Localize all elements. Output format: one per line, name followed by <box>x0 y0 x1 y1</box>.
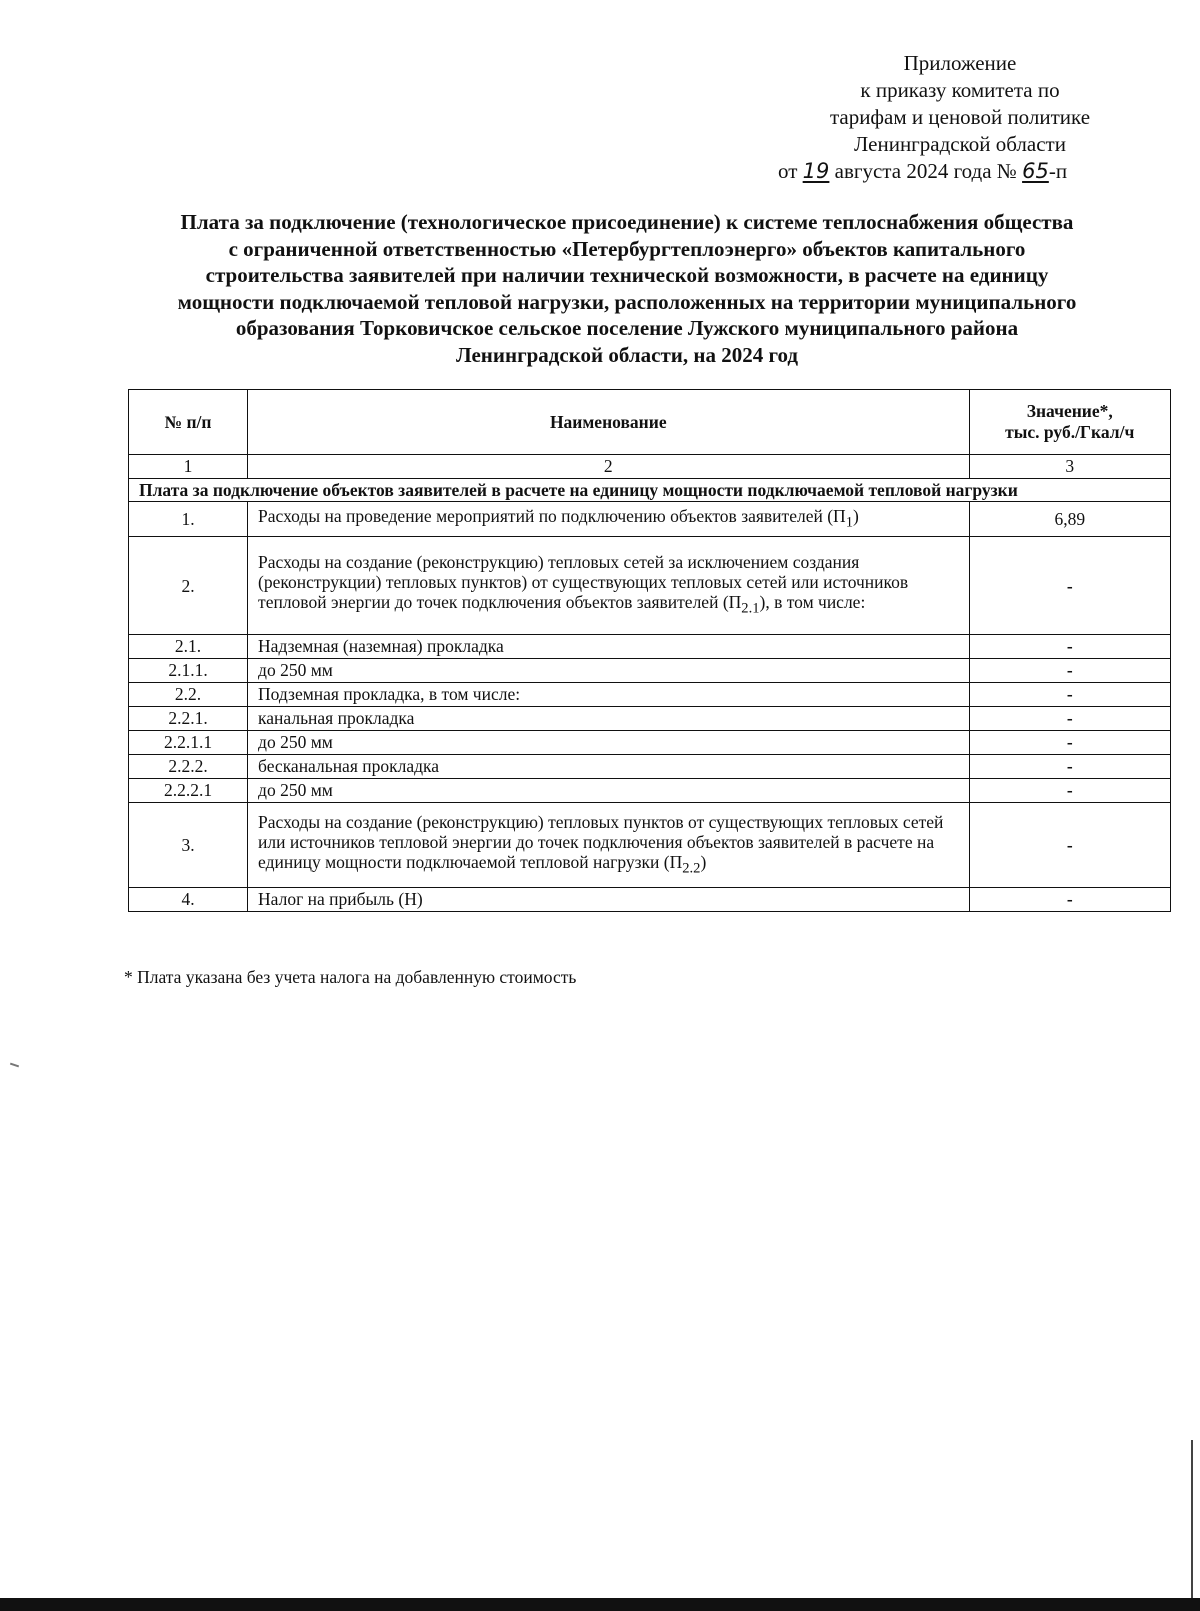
column-number: 1 <box>129 455 248 479</box>
row-value: - <box>969 888 1171 912</box>
row-number: 1. <box>129 502 248 537</box>
table-row <box>129 659 1171 683</box>
row-value: - <box>969 537 1171 635</box>
header-value <box>969 390 1171 455</box>
row-name: Надземная (наземная) прокладка <box>248 635 969 659</box>
section-row <box>129 479 1171 502</box>
row-number: 2.2. <box>129 683 248 707</box>
scan-bottom-bar <box>0 1598 1200 1611</box>
row-name: до 250 мм <box>248 731 969 755</box>
row-value: - <box>969 803 1171 888</box>
table-row <box>129 888 1171 912</box>
appendix-line-region: Ленинградской области <box>854 132 1066 156</box>
order-number-handwritten: 65 <box>1022 159 1049 183</box>
title-line-5: образования Торковичское сельское поселение Лужского муниципального района <box>235 316 1019 340</box>
row-name-end: ), в том числе: <box>759 592 866 613</box>
row-number: 2.2.2. <box>129 755 248 779</box>
row-value: 6,89 <box>969 502 1171 537</box>
title-line-4: мощности подключаемой тепловой нагрузки, расположенных на территории муниципального <box>177 289 1077 314</box>
row-name-subscript: 2.2 <box>682 860 701 877</box>
title-line-3: строительства заявителей при наличии технической возможности, в расчете на единицу <box>205 263 1049 287</box>
row-name-text: Расходы на создание (реконструкцию) тепловых пунктов от существующих тепловых сетей или источников тепловой энергии до точек подключения объектов заявителей в расчете на единицу мощности подключаемой тепловой нагрузки (П <box>258 811 944 872</box>
row-name: Налог на прибыль (Н) <box>248 888 969 912</box>
row-number: 2.2.1. <box>129 707 248 731</box>
row-number: 2.1.1. <box>129 659 248 683</box>
appendix-block <box>760 50 1160 185</box>
table-row <box>129 502 1171 537</box>
row-name-text: Расходы на проведение мероприятий по подключению объектов заявителей (П <box>258 506 846 527</box>
scan-edge <box>1191 1440 1193 1600</box>
scan-mark <box>10 1063 19 1068</box>
row-number: 2. <box>129 537 248 635</box>
row-value: - <box>969 635 1171 659</box>
footnote: * Плата указана без учета налога на добавленную стоимость <box>124 967 577 987</box>
row-name-subscript: 2.1 <box>741 600 760 617</box>
appendix-date-line <box>760 158 1160 185</box>
column-number: 3 <box>969 455 1171 479</box>
row-name <box>248 803 969 888</box>
row-value: - <box>969 779 1171 803</box>
column-number-row <box>129 455 1171 479</box>
table-row <box>129 779 1171 803</box>
date-day-handwritten: 19 <box>802 159 830 183</box>
row-name-text: Расходы на создание (реконструкцию) тепловых сетей за исключением создания (реконструкции) тепловых пунктов) от существующих тепловых сетей или источников тепловой энергии до точек подключения объектов заявителей (П <box>258 552 909 613</box>
row-name: Подземная прокладка, в том числе: <box>248 683 969 707</box>
row-value: - <box>969 707 1171 731</box>
document-title <box>92 209 1162 368</box>
table-row <box>129 707 1171 731</box>
appendix-line-committee: тарифам и ценовой политике <box>829 105 1091 129</box>
table-row <box>129 755 1171 779</box>
section-title: Плата за подключение объектов заявителей в расчете на единицу мощности подключаемой тепловой нагрузки <box>129 479 1171 502</box>
rates-table <box>128 389 1171 912</box>
appendix-title: Приложение <box>903 51 1017 75</box>
row-name-end: ) <box>700 851 707 872</box>
row-name: канальная прокладка <box>248 707 969 731</box>
order-suffix: -п <box>1048 159 1068 183</box>
header-value-line1: Значение*, <box>1026 401 1113 421</box>
row-value: - <box>969 659 1171 683</box>
table-header-row <box>129 390 1171 455</box>
title-line-1: Плата за подключение (технологическое присоединение) к системе теплоснабжения общества <box>180 210 1074 234</box>
column-number: 2 <box>248 455 969 479</box>
row-name-subscript: 1 <box>845 514 853 531</box>
table-row <box>129 803 1171 888</box>
table-row <box>129 731 1171 755</box>
row-name: до 250 мм <box>248 779 969 803</box>
row-number: 2.1. <box>129 635 248 659</box>
row-value: - <box>969 683 1171 707</box>
row-name: бесканальная прокладка <box>248 755 969 779</box>
date-prefix: от <box>778 159 798 183</box>
header-value-line2: тыс. руб./Гкал/ч <box>1005 422 1135 442</box>
row-name-end: ) <box>852 506 859 527</box>
row-number: 4. <box>129 888 248 912</box>
row-number: 2.2.1.1 <box>129 731 248 755</box>
row-name <box>248 502 969 537</box>
table-row <box>129 635 1171 659</box>
header-name: Наименование <box>248 390 969 455</box>
table-row <box>129 537 1171 635</box>
row-value: - <box>969 755 1171 779</box>
appendix-line-order: к приказу комитета по <box>860 78 1060 102</box>
header-number: № п/п <box>129 390 248 455</box>
row-name <box>248 537 969 635</box>
date-middle: августа 2024 года № <box>834 159 1017 183</box>
row-name: до 250 мм <box>248 659 969 683</box>
row-number: 2.2.2.1 <box>129 779 248 803</box>
table-row <box>129 683 1171 707</box>
row-number: 3. <box>129 803 248 888</box>
row-value: - <box>969 731 1171 755</box>
title-line-6: Ленинградской области, на 2024 год <box>455 342 799 367</box>
title-line-2: с ограниченной ответственностью «Петербургтеплоэнерго» объектов капитального <box>228 236 1026 261</box>
